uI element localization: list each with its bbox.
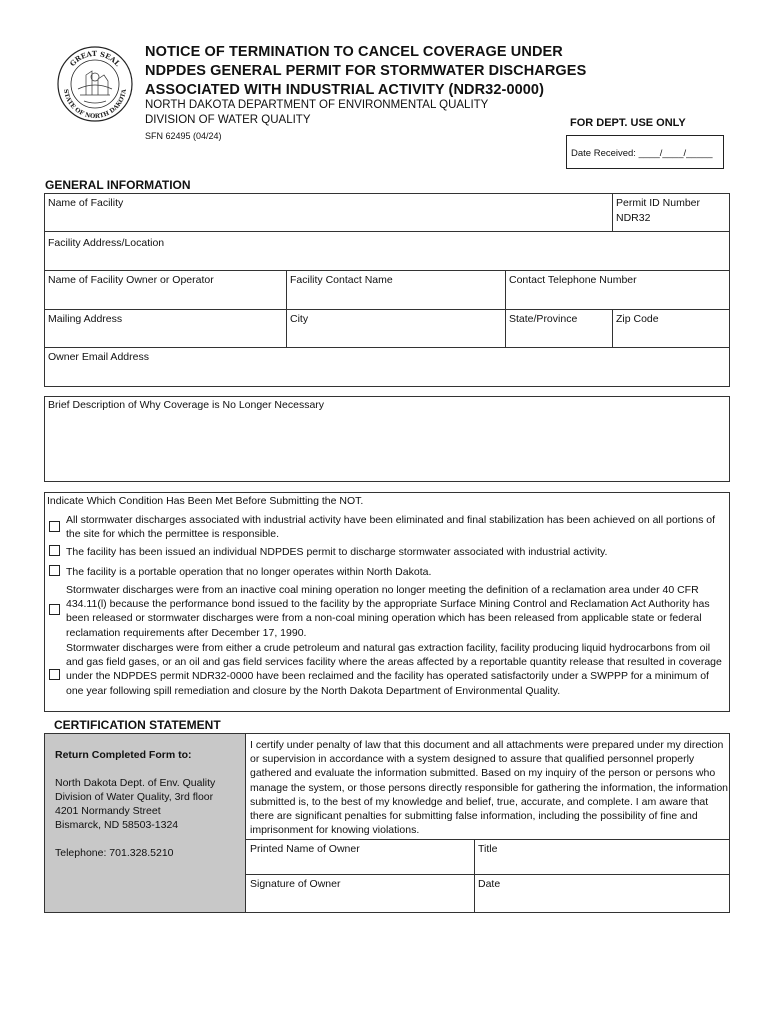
condition-1-text: All stormwater discharges associated with industrial activity have been eliminated and final stabilization has been achieved on all portions of the site for which the permittee is responsible. (66, 514, 716, 541)
certification-statement: I certify under penalty of law that this document and all attachments were prepared under my direction or supervision in accordance with a system designed to assure that qualified personnel properly gathered and evaluate the information submitted. Based on my inquiry of the person or persons who manage the system, or those persons directly responsible for gathering the information, the information submitted is, to the best of my knowledge and belief, true, accurate, and complete. I am aware that there are significant penalties for submitting false information, including the possibility of fine and imprisonment for knowing violations. (250, 739, 729, 837)
facility-name-field[interactable]: Name of Facility (48, 197, 124, 209)
condition-2-checkbox[interactable] (49, 545, 60, 556)
telephone-number: Telephone: 701.328.5210 (55, 847, 174, 859)
contact-phone-field[interactable]: Contact Telephone Number (509, 274, 637, 286)
condition-4-text: Stormwater discharges were from an inactive coal mining operation no longer meeting the definition of a reclamation area under 40 CFR 434.11(l) because the performance bond issued to the facility by the appropriate Surface Mining Control and Reclamation Act Authority has been released or stormwater discharges were from a non-coal mining operation which has been released from applicable state or federal reclamation requirements after December 17, 1990. (66, 584, 710, 639)
state-field[interactable]: State/Province (509, 313, 578, 325)
return-address-line-3: 4201 Normandy Street (55, 805, 161, 817)
owner-email-field[interactable]: Owner Email Address (48, 351, 149, 363)
title-field[interactable]: Title (478, 843, 498, 855)
condition-2-text: The facility has been issued an individual NDPDES permit to discharge stormwater associated with industrial activity. (66, 546, 608, 558)
facility-address-field[interactable]: Facility Address/Location (48, 237, 165, 249)
condition-3-text: The facility is a portable operation that no longer operates within North Dakota. (66, 566, 432, 578)
permit-id-value[interactable]: NDR32 (616, 212, 651, 224)
dept-use-label: FOR DEPT. USE ONLY (570, 117, 686, 129)
certification-heading: CERTIFICATION STATEMENT (54, 718, 221, 732)
city-field[interactable]: City (290, 313, 309, 325)
mailing-address-field[interactable]: Mailing Address (48, 313, 123, 325)
svg-text:STATE OF NORTH DAKOTA: STATE OF NORTH DAKOTA (62, 88, 128, 121)
description-label: Brief Description of Why Coverage is No Longer Necessary (48, 399, 325, 411)
condition-5-checkbox[interactable] (49, 669, 60, 680)
contact-name-field[interactable]: Facility Contact Name (290, 274, 393, 286)
date-field[interactable]: Date (478, 878, 501, 890)
general-info-heading: GENERAL INFORMATION (45, 178, 191, 192)
condition-5-text: Stormwater discharges were from either a crude petroleum and natural gas extraction facility, facility producing liquid hydrocarbons from oil and gas field gases, or an oil and gas field services facility where the areas affected by a reportable quantity release that resulted in coverage under the NDPDES permit NDR32-0000 have been reclaimed and the facility has operated satisfactorily under a SWPPP for a minimum of one year following spill remediation and closure by the North Dakota Department of Environmental Quality. (66, 642, 722, 697)
form-title-line-2: NDPDES GENERAL PERMIT FOR STORMWATER DISCHARGES (145, 63, 587, 79)
svg-text:GREAT SEAL: GREAT SEAL (67, 48, 123, 69)
dept-use-box (566, 135, 724, 169)
state-seal-icon (56, 45, 134, 123)
form-title-line-3: ASSOCIATED WITH INDUSTRIAL ACTIVITY (NDR32-0000) (145, 82, 545, 98)
return-address-line-4: Bismarck, ND 58503-1324 (55, 819, 179, 831)
return-heading: Return Completed Form to: (55, 749, 192, 761)
return-address-line-1: North Dakota Dept. of Env. Quality (55, 777, 216, 789)
signature-field[interactable]: Signature of Owner (250, 878, 341, 890)
condition-3-checkbox[interactable] (49, 565, 60, 576)
zip-field[interactable]: Zip Code (616, 313, 659, 325)
printed-name-field[interactable]: Printed Name of Owner (250, 843, 360, 855)
department-name: NORTH DAKOTA DEPARTMENT OF ENVIRONMENTAL QUALITY (145, 99, 489, 111)
owner-operator-field[interactable]: Name of Facility Owner or Operator (48, 274, 214, 286)
form-number: SFN 62495 (04/24) (145, 131, 222, 141)
permit-id-label: Permit ID Number (616, 197, 701, 209)
condition-4-checkbox[interactable] (49, 604, 60, 615)
conditions-intro: Indicate Which Condition Has Been Met Before Submitting the NOT. (47, 495, 364, 507)
form-title-line-1: NOTICE OF TERMINATION TO CANCEL COVERAGE UNDER (145, 44, 563, 60)
division-name: DIVISION OF WATER QUALITY (145, 114, 311, 126)
date-received-label: Date Received: ____/____/_____ (571, 148, 713, 159)
condition-1-checkbox[interactable] (49, 521, 60, 532)
return-address-line-2: Division of Water Quality, 3rd floor (55, 791, 214, 803)
